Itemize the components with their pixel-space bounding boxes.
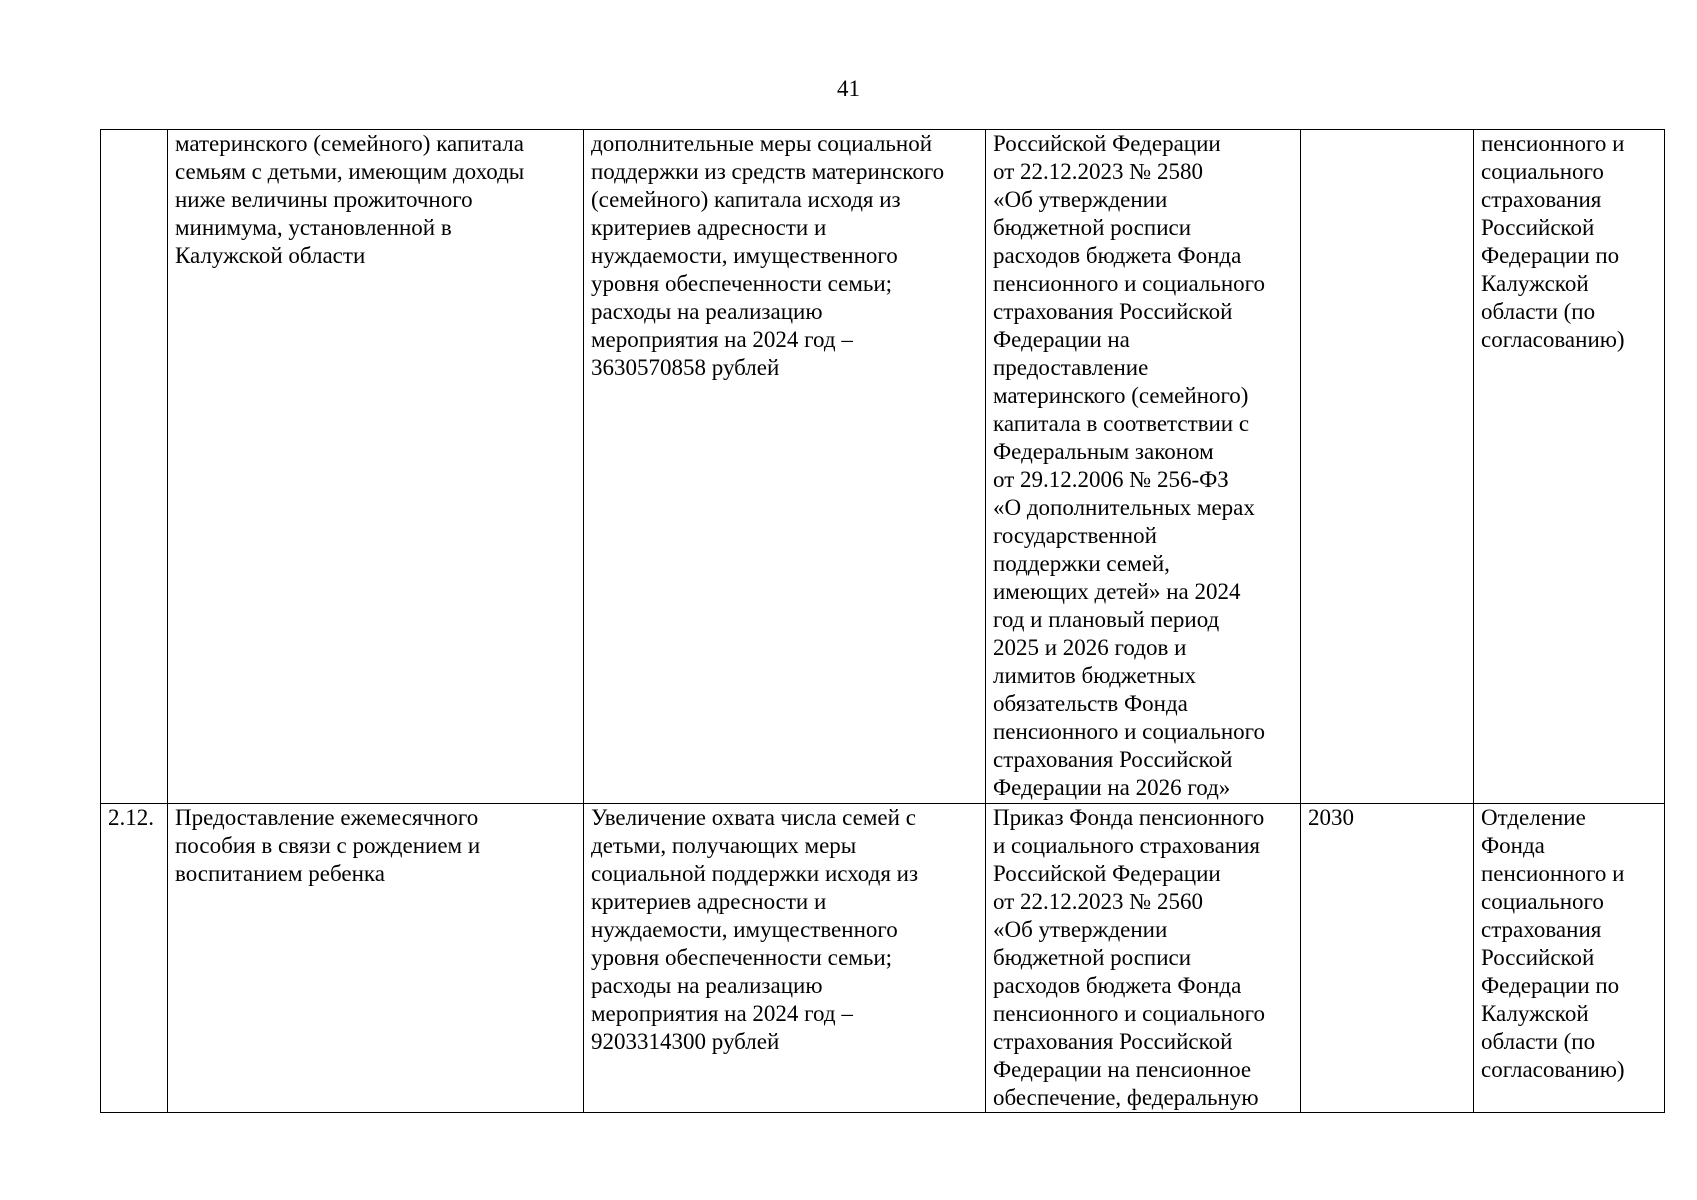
- deadline-cell: [1301, 130, 1474, 804]
- text-line: Калужской: [1481, 271, 1589, 296]
- text-line: 2025 и 2026 годов и: [993, 635, 1187, 660]
- text-line: уровня обеспеченности семьи;: [591, 945, 893, 970]
- page-number: 41: [837, 76, 860, 101]
- text-line: Фонда: [1481, 833, 1545, 858]
- text-line: Федерации по: [1481, 973, 1620, 998]
- text-line: Увеличение охвата числа семей с: [591, 805, 916, 830]
- text-line: от 22.12.2023 № 2580: [993, 159, 1203, 184]
- legal-basis-cell: [986, 804, 1301, 1113]
- text-line: и социального страхования: [993, 833, 1261, 858]
- measures-table: [100, 129, 1665, 1113]
- row-number: 2.12.: [108, 805, 154, 830]
- table-row: [101, 804, 1665, 1113]
- text-line: пенсионного и: [1481, 861, 1625, 886]
- text-line: пенсионного и социального: [993, 1001, 1266, 1026]
- expected-result-cell: [584, 130, 986, 804]
- text-line: страхования: [1481, 187, 1602, 212]
- deadline-cell: [1301, 804, 1474, 1113]
- text-line: Калужской: [1481, 1001, 1589, 1026]
- text-line: «Об утверждении: [993, 917, 1168, 942]
- text-line: согласованию): [1481, 327, 1625, 352]
- text-line: нуждаемости, имущественного: [591, 243, 898, 268]
- legal-basis-cell: [986, 130, 1301, 804]
- text-line: имеющих детей» на 2024: [993, 579, 1241, 604]
- text-line: бюджетной росписи: [993, 945, 1192, 970]
- text-line: (семейного) капитала исходя из: [591, 187, 901, 212]
- measure-name-cell: [168, 130, 584, 804]
- text-line: лимитов бюджетных: [993, 663, 1197, 688]
- text-line: страхования Российской: [993, 747, 1233, 772]
- text-line: пособия в связи с рождением и: [175, 833, 481, 858]
- text-line: от 29.12.2006 № 256-ФЗ: [993, 467, 1229, 492]
- text-line: материнского (семейного): [993, 383, 1249, 408]
- measure-name-cell: [168, 804, 584, 1113]
- text-line: Федерации по: [1481, 243, 1620, 268]
- deadline-year: 2030: [1308, 805, 1354, 830]
- text-line: социального: [1481, 889, 1604, 914]
- text-line: Отделение: [1481, 805, 1586, 830]
- text-line: дополнительные меры социальной: [591, 131, 933, 156]
- text-line: критериев адресности и: [591, 889, 827, 914]
- text-line: страхования Российской: [993, 1029, 1233, 1054]
- text-line: Предоставление ежемесячного: [175, 805, 479, 830]
- text-line: согласованию): [1481, 1057, 1625, 1082]
- text-line: пенсионного и: [1481, 131, 1625, 156]
- text-line: капитала в соответствии с: [993, 411, 1250, 436]
- text-line: области (по: [1481, 1029, 1596, 1054]
- text-line: критериев адресности и: [591, 215, 827, 240]
- text-line: 3630570858 рублей: [591, 355, 780, 380]
- executor-cell: [1474, 130, 1665, 804]
- text-line: расходы на реализацию: [591, 299, 823, 324]
- text-line: социального: [1481, 159, 1604, 184]
- text-line: «О дополнительных мерах: [993, 495, 1255, 520]
- text-line: расходов бюджета Фонда: [993, 243, 1242, 268]
- table-row: [101, 130, 1665, 804]
- text-line: Федеральным законом: [993, 439, 1214, 464]
- executor-cell: [1474, 804, 1665, 1113]
- text-line: предоставление: [993, 355, 1149, 380]
- text-line: социальной поддержки исходя из: [591, 861, 919, 886]
- text-line: расходов бюджета Фонда: [993, 973, 1242, 998]
- text-line: пенсионного и социального: [993, 719, 1266, 744]
- text-line: год и плановый период: [993, 607, 1220, 632]
- text-line: Приказ Фонда пенсионного: [993, 805, 1265, 830]
- text-line: минимума, установленной в: [175, 215, 452, 240]
- text-line: «Об утверждении: [993, 187, 1168, 212]
- row-number-cell: [101, 130, 168, 804]
- text-line: нуждаемости, имущественного: [591, 917, 898, 942]
- row-number-cell: [101, 804, 168, 1113]
- text-line: поддержки семей,: [993, 551, 1170, 576]
- text-line: Российской: [1481, 215, 1595, 240]
- text-line: обязательств Фонда: [993, 691, 1188, 716]
- expected-result-cell: [584, 804, 986, 1113]
- text-line: детьми, получающих меры: [591, 833, 857, 858]
- text-line: Российской: [1481, 945, 1595, 970]
- text-line: Российской Федерации: [993, 861, 1221, 886]
- text-line: страхования: [1481, 917, 1602, 942]
- text-line: Федерации на пенсионное: [993, 1057, 1252, 1082]
- text-line: уровня обеспеченности семьи;: [591, 271, 893, 296]
- text-line: обеспечение, федеральную: [993, 1085, 1259, 1110]
- text-line: расходы на реализацию: [591, 973, 823, 998]
- text-line: государственной: [993, 523, 1157, 548]
- text-line: мероприятия на 2024 год –: [591, 1001, 853, 1026]
- text-line: воспитанием ребенка: [175, 861, 385, 886]
- text-line: бюджетной росписи: [993, 215, 1192, 240]
- text-line: Федерации на: [993, 327, 1130, 352]
- text-line: ниже величины прожиточного: [175, 187, 473, 212]
- text-line: Российской Федерации: [993, 131, 1221, 156]
- text-line: страхования Российской: [993, 299, 1233, 324]
- text-line: от 22.12.2023 № 2560: [993, 889, 1203, 914]
- text-line: семьям с детьми, имеющим доходы: [175, 159, 525, 184]
- text-line: 9203314300 рублей: [591, 1029, 780, 1054]
- text-line: области (по: [1481, 299, 1596, 324]
- text-line: пенсионного и социального: [993, 271, 1266, 296]
- text-line: Калужской области: [175, 243, 366, 268]
- text-line: мероприятия на 2024 год –: [591, 327, 853, 352]
- text-line: материнского (семейного) капитала: [175, 131, 524, 156]
- text-line: Федерации на 2026 год»: [993, 775, 1231, 800]
- text-line: поддержки из средств материнского: [591, 159, 945, 184]
